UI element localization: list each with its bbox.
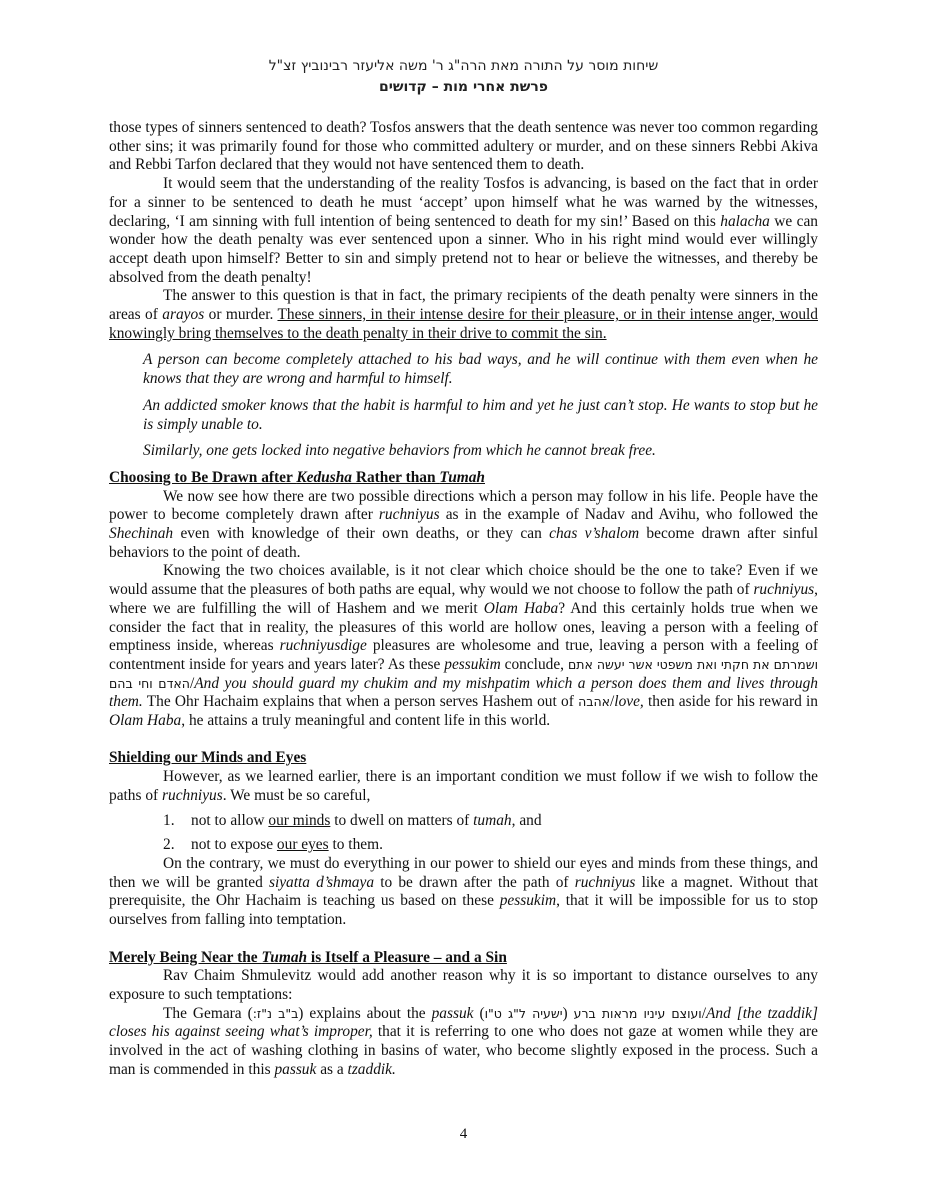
text-run: , and <box>511 811 542 829</box>
italic-text: tumah <box>473 811 512 829</box>
italic-text: chas v’shalom <box>549 525 640 543</box>
italic-text: tzaddik. <box>347 1060 396 1078</box>
text-run: Rav Chaim Shmulevitz would add another reason why it is so important to distance ourselves to any exposure to such temptations: <box>109 967 818 1003</box>
text-run: to dwell on matters of <box>330 811 474 829</box>
text-run: It would seem that the understanding of the reality Tosfos is advancing, is based on the fact that in order for a sinner to be sentenced to death he must ‘accept’ upon himself what he was warned by the witnesses, declaring, ‘I am sinning with full intention of being sentenced to death for my sin!’ Based on this <box>109 175 818 230</box>
list-number: 2. <box>163 836 175 854</box>
italic-text: Shechinah <box>109 525 174 543</box>
italic-text: ruchniyusdige <box>279 637 367 655</box>
hebrew-text: ישעיה ל"ג ט"ו <box>484 1005 563 1021</box>
italic-text: siyatta d’shmaya <box>268 873 375 891</box>
paragraph <box>109 562 818 730</box>
text-run: then aside for his reward in <box>643 693 818 711</box>
text-run: become drawn after sinful behaviors to the point of death. <box>109 525 818 561</box>
section-heading <box>109 949 818 968</box>
underlined-text: our minds <box>268 811 331 829</box>
text-run: like a magnet. Without that prerequisite, the Ohr Hachaim is teaching us based on these <box>109 873 818 910</box>
text-run: , he attains a truly meaningful and content life in this world. <box>181 712 551 730</box>
list-item <box>163 812 818 831</box>
text-run: The Ohr Hachaim explains that when a person serves Hashem out of <box>142 693 579 711</box>
list-item-text <box>191 812 542 831</box>
text-run: to be drawn after the path of <box>374 873 575 891</box>
italic-text: arayos <box>162 306 205 324</box>
block-quote <box>143 351 818 388</box>
text-run: / <box>189 674 195 692</box>
paragraph <box>109 855 818 930</box>
italic-text: Tumah <box>261 948 308 966</box>
text-run: / <box>610 693 615 711</box>
paragraph <box>109 175 818 287</box>
text-run: . We must be so careful, <box>222 786 371 804</box>
italic-text: Olam Haba <box>483 599 559 617</box>
italic-text: pessukim <box>444 655 501 673</box>
page-number: 4 <box>459 1126 468 1142</box>
text-run: pleasures are wholesome and true, leaving a person with a feeling of contentment inside for years and years later? As these <box>109 637 818 673</box>
block-quote <box>143 442 818 461</box>
italic-text: Tumah <box>439 468 485 486</box>
text-run: that it is referring to one who does not gaze at women while they are involved in the act of washing clothing in basins of water, who become slightly exposed in the process. Such a man is commended in this <box>109 1023 818 1078</box>
italic-text: ruchniyus <box>378 506 440 524</box>
italic-text: love, <box>614 693 644 711</box>
text-run: Shielding our Minds and Eyes <box>109 749 307 767</box>
text-run: A person can become completely attached to his bad ways, and he will continue with them even when he knows that they are wrong and harmful to himself. <box>143 351 818 388</box>
text-run: those types of sinners sentenced to death? Tosfos answers that the death sentence was never too common regarding other sins; it was primarily found for those who committed adultery or murder, and on these sinners Rebbi Akiva and Rebbi Tarfon declared that they would not have sentenced them to death. <box>109 119 818 174</box>
text-run: / <box>701 1004 706 1022</box>
text-run: as a <box>316 1060 348 1078</box>
italic-text: And you should guard my chukim and my mishpatim which a person does them and lives through them. <box>109 674 818 711</box>
paragraph <box>109 768 818 805</box>
text-run: we can wonder how the death penalty was ever sentenced upon a sinner. Who in his right mind would ever willingly accept death upon himself? Better to sin and simply pretend not to hear or believe the witnesses, and thereby be absolved from the death penalty! <box>109 212 818 286</box>
text-run: However, as we learned earlier, there is an important condition we must follow if we wish to follow the paths of <box>109 768 818 804</box>
text-run: We now see how there are two possible directions which a person may follow in his life. People have the power to become completely drawn after <box>109 487 818 524</box>
paragraph <box>109 119 818 175</box>
text-run: The answer to this question is that in fact, the primary recipients of the death penalty were sinners in the areas of <box>109 287 818 324</box>
document-body <box>109 119 818 1079</box>
text-run: or murder. <box>204 306 278 324</box>
running-header-title: שיחות מוסר על התורה מאת הרה"ג ר' משה אליעזר רבינוביץ זצ"ל <box>268 58 659 74</box>
list-item <box>163 836 818 855</box>
text-run: Merely Being Near the <box>109 948 262 966</box>
hebrew-text: ב"ב נ"ז: <box>252 1005 299 1021</box>
text-run: is Itself a Pleasure – and a Sin <box>307 948 507 966</box>
text-run: ) explains about the <box>298 1004 432 1022</box>
text-run: On the contrary, we must do everything in our power to shield our eyes and minds from these things, and then we will be granted <box>109 855 818 891</box>
paragraph <box>109 967 818 1004</box>
italic-text: passuk <box>431 1004 474 1022</box>
list-item-text <box>191 836 383 855</box>
text-run: ( <box>473 1004 485 1022</box>
italic-text: ruchniyus <box>574 873 636 891</box>
text-run: as in the example of Nadav and Avihu, who followed the <box>439 506 819 524</box>
text-run: , where we are fulfilling the will of Hashem and we merit <box>109 581 818 617</box>
italic-text: ruchniyus <box>162 786 223 804</box>
hebrew-text: אהבה <box>578 694 611 710</box>
italic-text: halacha <box>720 212 770 230</box>
text-run: Knowing the two choices available, is it not clear which choice should be the one to take? Even if we would assume that the pleasures of both paths are equal, why would we not choose to follow the path of <box>109 562 818 599</box>
block-quote <box>143 397 818 434</box>
text-run: not to allow <box>191 811 269 829</box>
text-run: even with knowledge of their own deaths, or they can <box>173 525 550 543</box>
hebrew-text: ושמרתם את חקתי ואת משפטי אשר יעשה אתם האדם וחי בהם <box>109 656 818 691</box>
text-run: The Gemara ( <box>163 1004 253 1022</box>
text-run: ) <box>562 1004 574 1022</box>
text-run: not to expose <box>191 836 277 854</box>
list-number: 1. <box>163 811 175 829</box>
section-heading <box>109 469 818 488</box>
italic-text: Kedusha <box>296 468 352 486</box>
text-run: ? And this certainly holds true when we consider the fact that in reality, the pleasures of this world are hollow ones, leaving a person with a feeling of emptiness inside, whereas <box>109 599 818 655</box>
italic-text: ruchniyus <box>753 581 815 599</box>
underlined-text: our eyes <box>276 836 329 854</box>
section-heading <box>109 749 818 768</box>
italic-text: And [the tzaddik] closes his against seeing what’s improper, <box>109 1004 818 1041</box>
running-header-parsha: פרשת אחרי מות – קדושים <box>378 79 548 95</box>
text-run: to them. <box>328 836 383 854</box>
text-run: Rather than <box>352 468 440 486</box>
italic-text: Olam Haba <box>109 712 182 730</box>
italic-text: pessukim <box>499 892 557 910</box>
text-run: conclude, <box>500 655 568 673</box>
text-run: , that it will be impossible for us to stop ourselves from falling into temptation. <box>109 892 819 929</box>
text-run: Similarly, one gets locked into negative behaviors from which he cannot break free. <box>143 442 656 460</box>
paragraph <box>109 1005 818 1080</box>
text-run: Choosing to Be Drawn after <box>109 468 297 486</box>
paragraph <box>109 488 818 563</box>
text-run: An addicted smoker knows that the habit is harmful to him and yet he just can’t stop. He wants to stop but he is simply unable to. <box>143 396 818 433</box>
underlined-text: These sinners, in their intense desire for their pleasure, or in their intense anger, would knowingly bring themselves to the death penalty in their drive to commit the sin. <box>109 306 818 342</box>
italic-text: passuk <box>274 1060 317 1078</box>
paragraph <box>109 287 818 343</box>
hebrew-text: ועוצם עיניו מראות ברע <box>573 1005 702 1021</box>
